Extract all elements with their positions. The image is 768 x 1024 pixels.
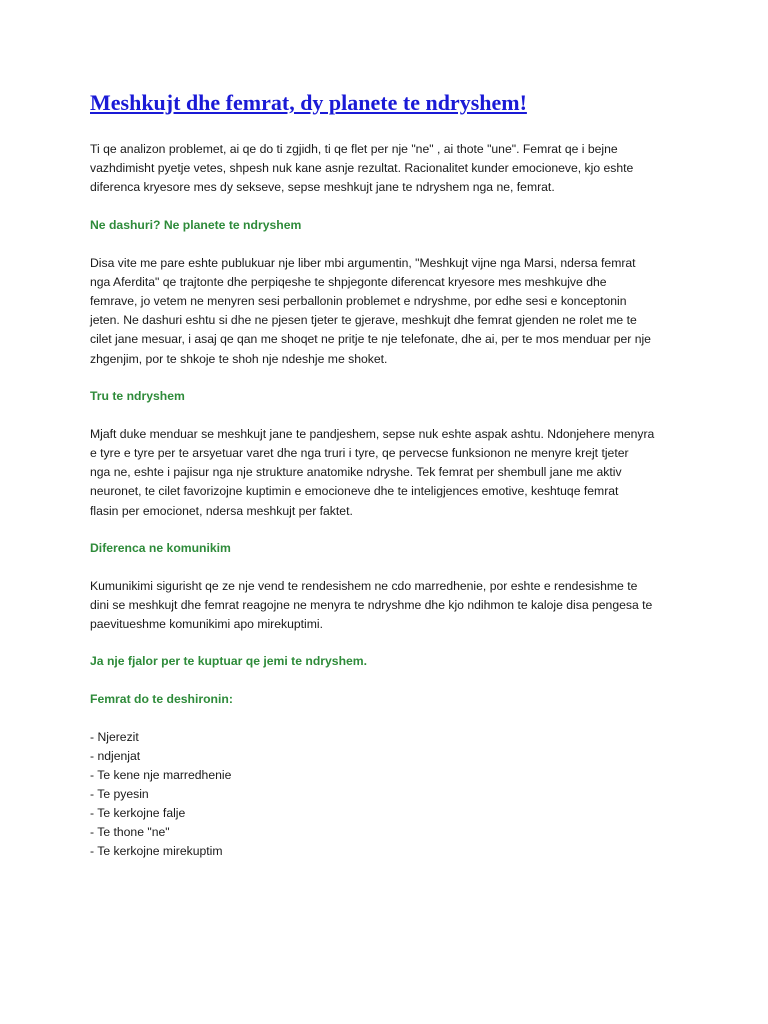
paragraph-line: Kumunikimi sigurisht qe ze nje vend te rendesishem ne cdo marredhenie, por eshte e rendesishme te — [90, 578, 638, 593]
paragraph-line: jeten. Ne dashuri eshtu si dhe ne pjesen tjeter te gjerave, meshkujt dhe femrat gjenden ne rolet me te — [90, 313, 637, 328]
section-paragraph-dashuri — [90, 254, 690, 369]
section-heading-komunikim: Diferenca ne komunikim — [90, 540, 231, 555]
paragraph-line: paevitueshme komunikimi apo mirekuptimi. — [90, 617, 324, 632]
intro-line: Ti qe analizon problemet, ai qe do ti zgjidh, ti qe flet per nje "ne" , ai thote "une". Femrat qe i bejne — [90, 142, 618, 156]
list-item: - Te kerkojne falje — [90, 806, 186, 821]
section-paragraph-tru — [90, 425, 690, 521]
list-item: - ndjenjat — [90, 749, 141, 764]
paragraph-line: zhgenjim, por te shkoje te shoh nje ndeshje me shoket. — [90, 351, 388, 366]
intro-line: diferenca kryesore mes dy sekseve, sepse meshkujt jane te ndryshem nga ne, femrat. — [90, 180, 555, 195]
paragraph-line: cilet jane mesuar, i asaj qe qan me shoqet ne pritje te nje telefonate, dhe ai, per te mos menduar per nje — [90, 332, 651, 347]
list-item: - Te thone "ne" — [90, 825, 170, 840]
section-paragraph-komunikim — [90, 577, 690, 635]
intro-paragraph — [90, 140, 690, 198]
document-page — [90, 86, 690, 861]
list-item: - Njerezit — [90, 730, 139, 745]
paragraph-line: Mjaft duke menduar se meshkujt jane te pandjeshem, sepse nuk eshte aspak ashtu. Ndonjehere menyra — [90, 426, 655, 441]
paragraph-line: dini se meshkujt dhe femrat reagojne ne menyra te ndryshme dhe kjo ndihmon te kaloje disa pengesa te — [90, 598, 653, 613]
paragraph-line: Disa vite me pare eshte publukuar nje liber mbi argumentin, "Meshkujt vijne nga Marsi, ndersa femrat — [90, 255, 636, 270]
paragraph-line: neuronet, te cilet favorizojne kuptimin e emocioneve dhe te inteligjences emotive, keshtuqe femrat — [90, 484, 619, 499]
paragraph-line: e tyre e tyre per te arsyetuar varet dhe nga truri i tyre, qe pervecse funksionon ne menyre krejt tjeter — [90, 446, 629, 461]
section-heading-tru: Tru te ndryshem — [90, 388, 185, 403]
women-wishes-list — [90, 728, 690, 861]
paragraph-line: femrave, jo vetem ne menyren sesi perballonin problemet e ndryshme, por edhe sesi e konceptonin — [90, 294, 627, 309]
paragraph-line: nga ne, eshte i pajisur nga nje strukture anatomike ndryshe. Tek femrat per shembull jane me aktiv — [90, 465, 622, 480]
list-item: - Te kene nje marredhenie — [90, 768, 232, 783]
women-wishes-heading: Femrat do te deshironin: — [90, 692, 233, 707]
page-title: Meshkujt dhe femrat, dy planete te ndryshem! — [90, 90, 527, 115]
list-item: - Te pyesin — [90, 787, 149, 802]
section-heading-dashuri: Ne dashuri? Ne planete te ndryshem — [90, 217, 302, 232]
intro-line: vazhdimisht pyetje vetes, shpesh nuk kane asnje rezultat. Racionalitet kunder emocioneve, kjo eshte — [90, 161, 634, 176]
paragraph-line: nga Aferdita" qe trajtonte dhe perpiqeshe te shpjegonte diferencat kryesore mes meshkujve dhe — [90, 274, 607, 289]
vocabulary-heading: Ja nje fjalor per te kuptuar qe jemi te ndryshem. — [90, 654, 368, 669]
paragraph-line: flasin per emocionet, ndersa meshkujt per faktet. — [90, 503, 353, 518]
list-item: - Te kerkojne mirekuptim — [90, 844, 223, 859]
